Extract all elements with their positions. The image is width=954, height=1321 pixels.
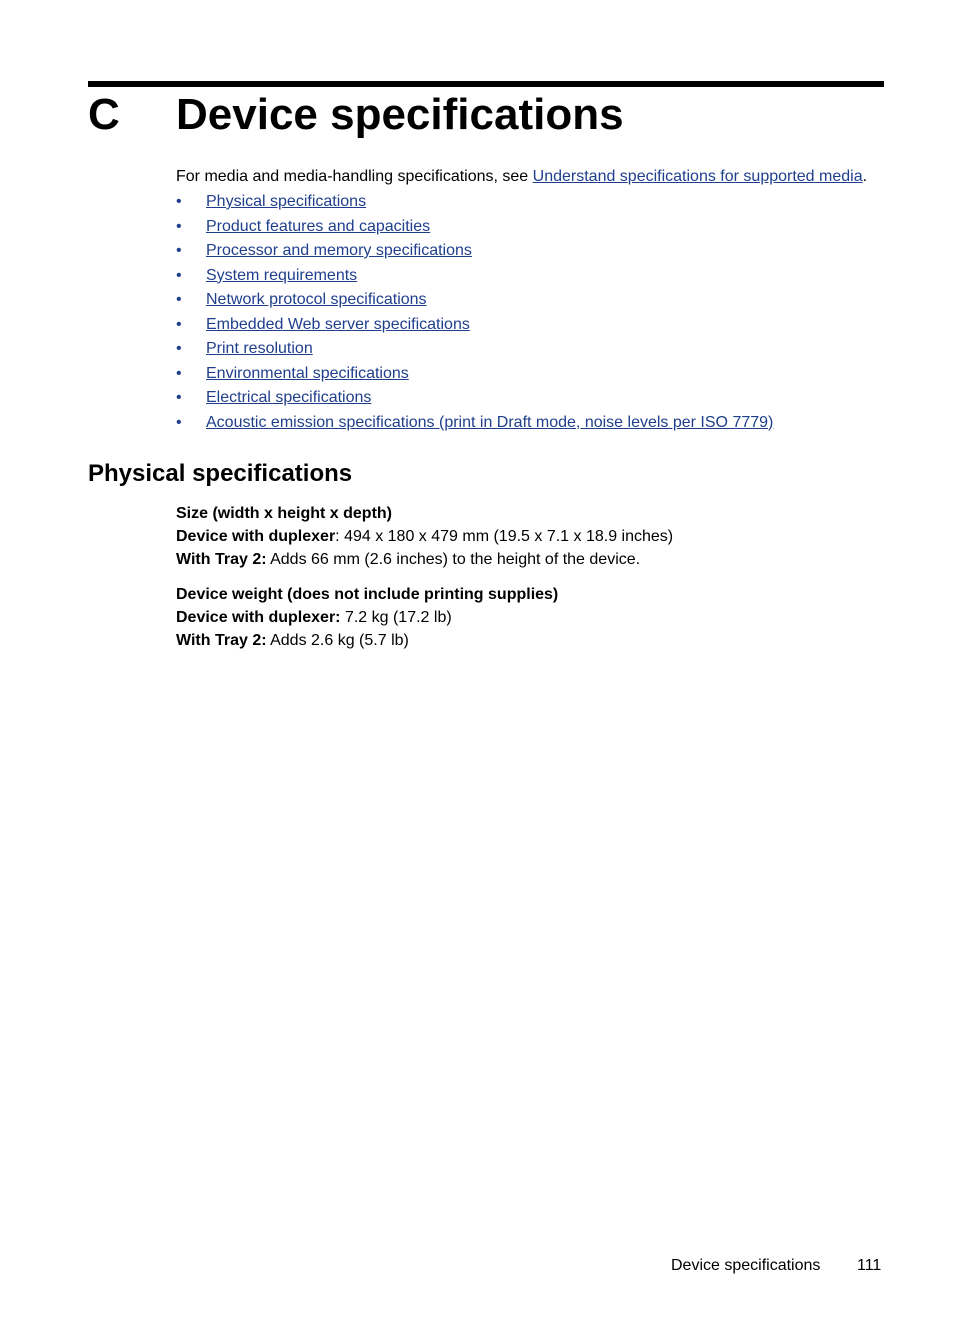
chapter-letter: C (88, 90, 120, 139)
toc-item (176, 241, 773, 266)
bullet-icon: • (176, 340, 182, 357)
weight-duplexer-value: 7.2 kg (17.2 lb) (340, 609, 452, 626)
toc-link-ews[interactable]: Embedded Web server specifications (206, 315, 470, 333)
weight-duplexer-label: Device with duplexer: (176, 609, 341, 626)
bullet-icon: • (176, 389, 182, 406)
bullet-icon: • (176, 364, 182, 382)
toc-link-electrical[interactable]: Electrical specifications (206, 389, 372, 406)
weight-tray-value: Adds 2.6 kg (5.7 lb) (266, 632, 409, 649)
chapter-title: Device specifications (176, 90, 624, 139)
bullet-icon: • (176, 315, 182, 333)
size-duplexer-value: : 494 x 180 x 479 mm (19.5 x 7.1 x 18.9 inches) (335, 528, 674, 545)
toc-item (176, 339, 773, 364)
bullet-icon: • (176, 291, 182, 308)
toc-link-features[interactable]: Product features and capacities (206, 217, 431, 235)
weight-title: Device weight (does not include printing supplies) (176, 586, 559, 603)
size-spec-block (176, 502, 673, 571)
weight-tray-label: With Tray 2: (176, 632, 267, 649)
page-number: 111 (857, 1257, 882, 1274)
weight-spec-block (176, 583, 558, 652)
size-title: Size (width x height x depth) (176, 505, 392, 522)
toc-list (176, 192, 773, 437)
toc-item (176, 364, 773, 389)
size-tray-value: Adds 66 mm (2.6 inches) to the height of the device. (266, 551, 641, 568)
toc-link-environmental[interactable]: Environmental specifications (206, 364, 409, 382)
intro-end: . (862, 168, 868, 185)
toc-item (176, 413, 773, 438)
toc-item (176, 192, 773, 217)
toc-item (176, 217, 773, 242)
toc-item (176, 388, 773, 413)
toc-item (176, 315, 773, 340)
toc-link-physical[interactable]: Physical specifications (206, 193, 367, 210)
physical-specs-heading: Physical specifications (88, 460, 353, 487)
toc-link-system[interactable]: System requirements (206, 266, 358, 284)
bullet-icon: • (176, 266, 182, 284)
toc-link-network[interactable]: Network protocol specifications (206, 291, 427, 308)
bullet-icon: • (176, 413, 182, 431)
size-duplexer-label: Device with duplexer (176, 528, 336, 545)
footer-title: Device specifications (671, 1257, 821, 1274)
intro-text: For media and media-handling specifications, see (176, 168, 533, 185)
toc-item (176, 266, 773, 291)
chapter-rule (88, 81, 884, 87)
bullet-icon: • (176, 193, 182, 210)
intro-paragraph (176, 167, 867, 187)
bullet-icon: • (176, 242, 182, 259)
bullet-icon: • (176, 217, 182, 235)
supported-media-link[interactable]: Understand specifications for supported media (532, 168, 863, 185)
toc-item (176, 290, 773, 315)
size-tray-label: With Tray 2: (176, 551, 267, 568)
toc-link-processor[interactable]: Processor and memory specifications (206, 242, 472, 259)
toc-link-resolution[interactable]: Print resolution (206, 340, 313, 357)
toc-link-acoustic[interactable]: Acoustic emission specifications (print in Draft mode, noise levels per ISO 7779) (206, 413, 774, 431)
